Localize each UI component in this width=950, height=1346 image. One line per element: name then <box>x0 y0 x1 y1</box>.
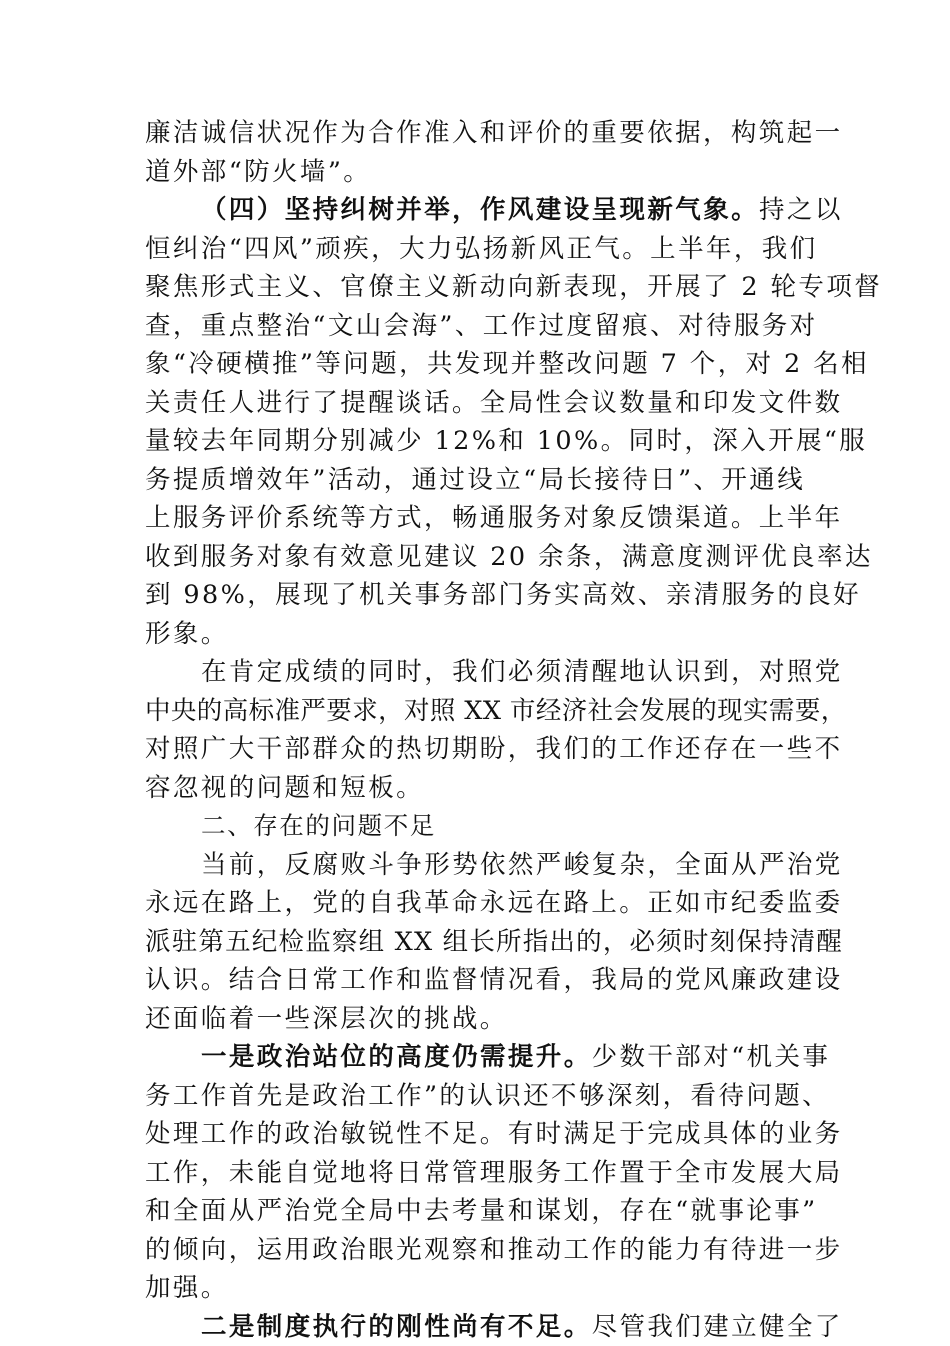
text-run: 少数干部对“机关事 <box>592 1042 831 1072</box>
text-line: 关责任人进行了提醒谈话。全局性会议数量和印发文件数 <box>145 384 810 423</box>
paragraph-problem-one <box>145 1038 810 1308</box>
text-line: 中央的高标准严要求，对照 XX 市经济社会发展的现实需要， <box>145 692 810 731</box>
text-line: 收到服务对象有效意见建议 20 余条，满意度测评优良率达 <box>145 538 810 577</box>
text-line <box>145 191 810 230</box>
text-line: 道外部“防火墙”。 <box>145 153 810 192</box>
text-line: 对照广大干部群众的热切期盼，我们的工作还存在一些不 <box>145 730 810 769</box>
text-line: 处理工作的政治敏锐性不足。有时满足于完成具体的业务 <box>145 1115 810 1154</box>
paragraph-problem-two <box>145 1308 810 1346</box>
text-line: 廉洁诚信状况作为合作准入和评价的重要依据，构筑起一 <box>145 114 810 153</box>
paragraph-continuation <box>145 114 810 191</box>
paragraph-lead: （四）坚持纠树并举，作风建设呈现新气象。 <box>201 195 759 225</box>
text-run: 尽管我们建立健全了 <box>592 1312 843 1342</box>
text-line <box>145 1038 810 1077</box>
paragraph-lead: 一是政治站位的高度仍需提升。 <box>201 1042 592 1072</box>
text-line: 工作，未能自觉地将日常管理服务工作置于全市发展大局 <box>145 1154 810 1193</box>
text-run: 持之以 <box>759 195 843 225</box>
text-line: 形象。 <box>145 615 810 654</box>
paragraph-summary <box>145 653 810 807</box>
section-heading: 二、存在的问题不足 <box>145 807 810 846</box>
text-line: 务提质增效年”活动，通过设立“局长接待日”、开通线 <box>145 461 810 500</box>
text-line: 恒纠治“四风”顽疾，大力弘扬新风正气。上半年，我们 <box>145 230 810 269</box>
paragraph-section-four <box>145 191 810 653</box>
text-line: 还面临着一些深层次的挑战。 <box>145 1000 810 1039</box>
text-line: 永远在路上，党的自我革命永远在路上。正如市纪委监委 <box>145 884 810 923</box>
text-line: 聚焦形式主义、官僚主义新动向新表现，开展了 2 轮专项督 <box>145 268 810 307</box>
text-line: 量较去年同期分别减少 12%和 10%。同时，深入开展“服 <box>145 422 810 461</box>
text-line: 容忽视的问题和短板。 <box>145 769 810 808</box>
text-line: 派驻第五纪检监察组 XX 组长所指出的，必须时刻保持清醒 <box>145 923 810 962</box>
text-line: 在肯定成绩的同时，我们必须清醒地认识到，对照党 <box>145 653 810 692</box>
text-line: 的倾向，运用政治眼光观察和推动工作的能力有待进一步 <box>145 1231 810 1270</box>
paragraph-current-situation <box>145 846 810 1039</box>
text-line: 务工作首先是政治工作”的认识还不够深刻，看待问题、 <box>145 1077 810 1116</box>
text-line: 认识。结合日常工作和监督情况看，我局的党风廉政建设 <box>145 961 810 1000</box>
text-line: 到 98%，展现了机关事务部门务实高效、亲清服务的良好 <box>145 576 810 615</box>
paragraph-lead: 二是制度执行的刚性尚有不足。 <box>201 1312 592 1342</box>
text-line <box>145 1308 810 1346</box>
text-line: 当前，反腐败斗争形势依然严峻复杂，全面从严治党 <box>145 846 810 885</box>
text-line: 象“冷硬横推”等问题，共发现并整改问题 7 个，对 2 名相 <box>145 345 810 384</box>
text-line: 上服务评价系统等方式，畅通服务对象反馈渠道。上半年 <box>145 499 810 538</box>
document-body <box>145 114 810 1346</box>
text-line: 加强。 <box>145 1269 810 1308</box>
text-line: 查，重点整治“文山会海”、工作过度留痕、对待服务对 <box>145 307 810 346</box>
text-line: 和全面从严治党全局中去考量和谋划，存在“就事论事” <box>145 1192 810 1231</box>
